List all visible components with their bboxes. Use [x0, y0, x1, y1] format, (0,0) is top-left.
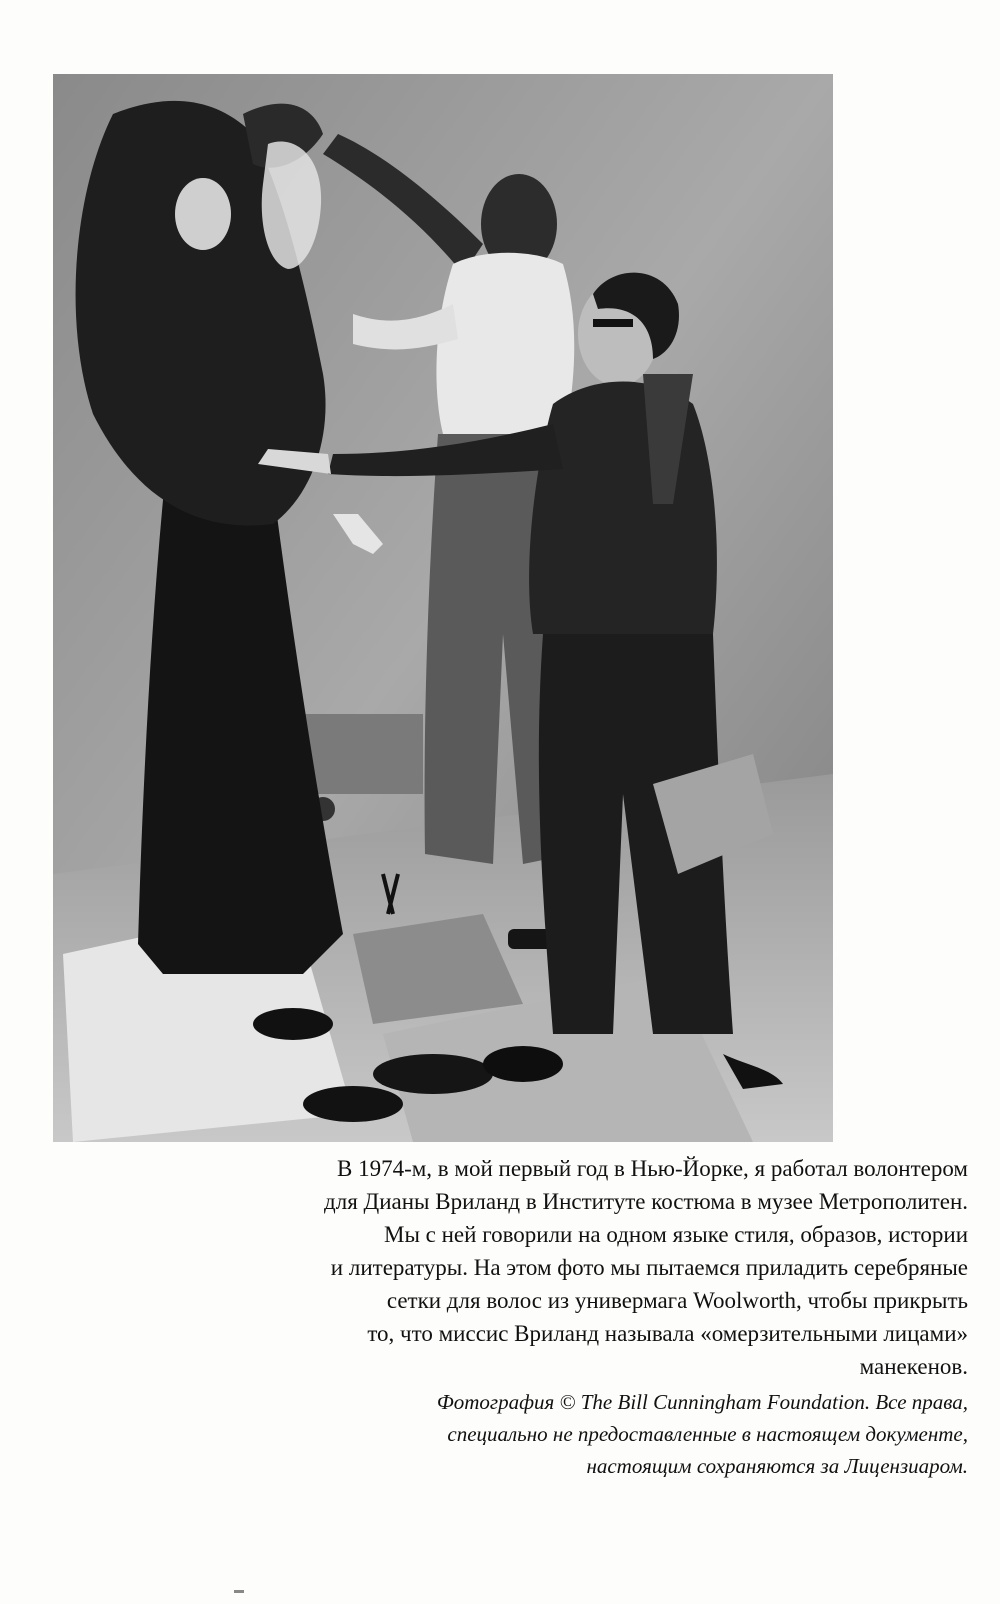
caption-line: манекенов.	[859, 1354, 968, 1379]
caption-line: сетки для волос из универмага Woolworth, чтобы прикрыть	[386, 1288, 968, 1313]
caption-line: В 1974-м, в мой первый год в Нью-Йорке, я работал волонтером	[336, 1156, 968, 1181]
photograph-icon	[53, 74, 833, 1142]
caption-line: и литературы. На этом фото мы пытаемся приладить серебряные	[330, 1255, 968, 1280]
archival-photograph	[53, 74, 833, 1142]
page-mark	[234, 1590, 244, 1593]
photo-caption	[190, 1152, 968, 1383]
photo-credit	[250, 1386, 968, 1482]
credit-line: Фотография © The Bill Cunningham Foundation. Все права,	[436, 1390, 968, 1414]
caption-line: Мы с ней говорили на одном языке стиля, образов, истории	[384, 1222, 968, 1247]
caption-line: для Дианы Вриланд в Институте костюма в музее Метрополитен.	[324, 1189, 968, 1214]
credit-line: специально не предоставленные в настоящем документе,	[447, 1422, 968, 1446]
credit-line: настоящим сохраняются за Лицензиаром.	[586, 1454, 968, 1478]
caption-line: то, что миссис Вриланд называла «омерзительными лицами»	[367, 1321, 968, 1346]
